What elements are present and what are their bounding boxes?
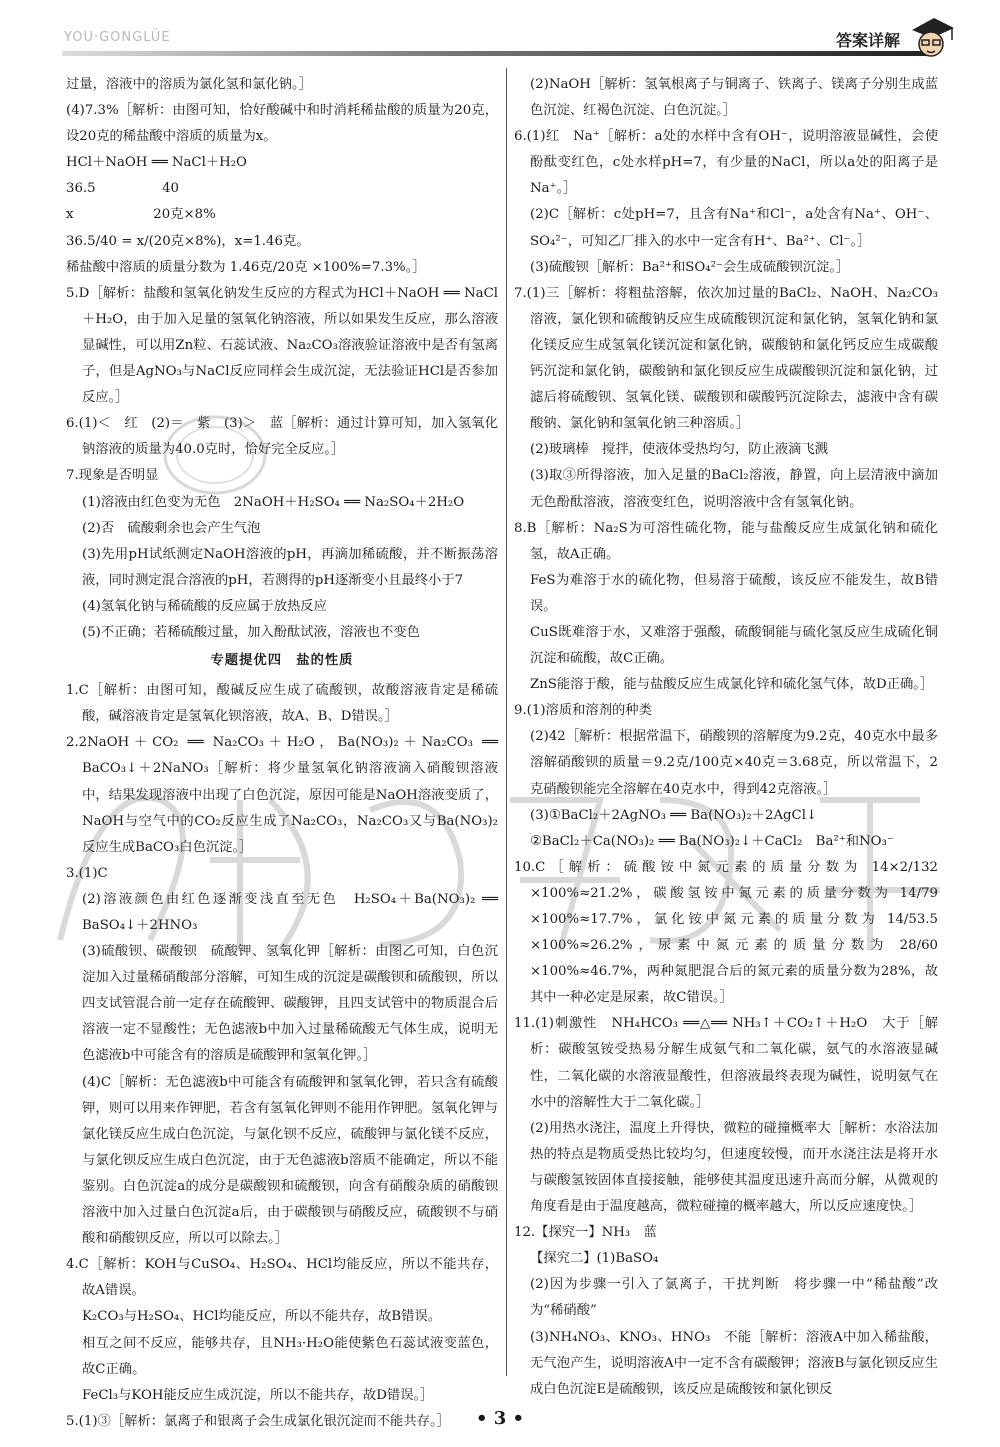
right-paragraph: (2)因为步骤一引入了氯离子，干扰判断 将步骤一中“稀盐酸”改为“稀硝酸”: [530, 1277, 938, 1319]
right-paragraph: FeS为难溶于水的硫化物，但易溶于硫酸，该反应不能发生，故B错误。: [530, 572, 938, 614]
right-paragraph: 【探究二】(1)BaSO₄: [530, 1251, 659, 1267]
right-paragraph: (2)C［解析：c处pH=7，且含有Na⁺和Cl⁻，a处含有Na⁺、OH⁻、SO₄²⁻，可知乙厂排入的水中一定含有H⁺、Ba²⁺、Cl⁻。］: [530, 207, 938, 249]
left-paragraph: 6.(1)＜ 红 (2)＝ 紫 (3)＞ 蓝［解析：通过计算可知，加入氢氧化钠溶液的质量为40.0克时，恰好完全反应。］: [66, 416, 498, 458]
left-paragraph: HCl＋NaOH ══ NaCl＋H₂O: [66, 155, 247, 171]
right-paragraph: (3)NH₄NO₃、KNO₃、HNO₃ 不能［解析：溶液A中加入稀盐酸，无气泡产生，说明溶液A中一定不含有碳酸钾；溶液B与氯化钡反应生成白色沉淀E是硫酸钡，该反应是硫酸铵和氯化钡反: [530, 1329, 938, 1397]
header-title: 答案详解: [835, 31, 900, 50]
left-paragraph: (3)先用pH试纸测定NaOH溶液的pH，再滴加稀硫酸，并不断振荡溶液，同时测定混合溶液的pH，若测得的pH逐渐变小且最终小于7: [82, 546, 498, 588]
left-paragraph: 4.C［解析：KOH与CuSO₄、H₂SO₄、HCl均能反应，所以不能共存，故A错误。: [66, 1257, 498, 1299]
left-paragraph: 5.(1)③［解析：氯离子和银离子会生成氯化银沉淀而不能共存。］: [66, 1413, 450, 1429]
left-paragraph: 36.5 40: [66, 181, 180, 197]
left-paragraph: (2)否 硫酸剩余也会产生气泡: [82, 520, 261, 536]
right-paragraph: 12.【探究一】NH₃ 蓝: [514, 1225, 657, 1241]
left-paragraph: 36.5/40 = x/(20克×8%)，x=1.46克。: [66, 233, 310, 249]
right-paragraph: 7.(1)三［解析：将粗盐溶解，依次加过量的BaCl₂、NaOH、Na₂CO₃溶液，氯化钡和硫酸钠反应生成硫酸钡沉淀和氯化钠，氢氧化钠和氯化镁反应生成氢氧化镁沉淀和氯化钠，碳酸钠和氯化钙反应生成碳酸钙沉淀和氯化钠，碳酸钠和氯化钡反应生成碳酸钡沉淀和氯化钠，过滤后将硫酸钡、氢氧化镁、碳酸钡和碳酸钙沉淀除去，滤液中含有碳酸钠、氯化钠和氢氧化钠三种溶质。］: [514, 285, 938, 432]
left-paragraph: 1.C［解析：由图可知，酸碱反应生成了硫酸钡，故酸溶液肯定是稀硫酸，碱溶液肯定是氢氧化钡溶液，故A、B、D错误。］: [66, 683, 498, 725]
left-column: [66, 72, 498, 1435]
stamp-watermark-icon: [160, 410, 270, 500]
left-paragraph: (4)C［解析：无色滤液b中可能含有硫酸钾和氢氧化钾，若只含有硫酸钾，则可以用来作钾肥，若含有氢氧化钾则不能用作钾肥。氢氧化钾与氯化镁反应生成白色沉淀，与氯化钡不反应，硫酸钾与氯化镁不反应，与氯化钡反应生成白色沉淀，由于无色滤液b溶质不能确定，所以不能鉴别。白色沉淀a的成分是碳酸钡和硫酸钡，向含有硝酸杂质的硝酸钡溶液中加入过量白色沉淀a后，由于碳酸钡与硝酸反应，硫酸钡不与硝酸和硝酸钡反应，所以可以除去。］: [82, 1074, 498, 1247]
left-paragraph: (2)溶液颜色由红色逐渐变浅直至无色 H₂SO₄＋Ba(NO₃)₂ ══ BaSO₄↓＋2HNO₃: [82, 891, 498, 933]
left-paragraph: 稀盐酸中溶质的质量分数为 1.46克/20克 ×100%=7.3%。］: [66, 259, 426, 275]
left-paragraph: FeCl₃与KOH能反应生成沉淀，所以不能共存，故D错误。］: [82, 1387, 434, 1403]
left-paragraph: (5)不正确；若稀硫酸过量，加入酚酞试液，溶液也不变色: [82, 624, 420, 640]
brand-text: YOU·GONGLÜE: [64, 30, 171, 45]
header-rule: [62, 51, 930, 56]
left-paragraph: x 20克×8%: [66, 207, 216, 223]
right-paragraph: 10.C［解析：硫酸铵中氮元素的质量分数为 14×2/132 ×100%≈21.2%，碳酸氢铵中氮元素的质量分数为 14/79 ×100%≈17.7%，氯化铵中氮元素的质量分数为 14/53.5 ×100%≈26.2%，尿素中氮元素的质量分数为 28/60 ×100%≈46.7%，两种氮肥混合后的氮元素的质量分数为28%，故其中一种必定是尿素，故C错误。］: [514, 859, 938, 1006]
mascot-icon: [904, 14, 956, 62]
right-column: [514, 72, 938, 1403]
left-paragraph: 相互之间不反应，能够共存，且NH₃·H₂O能使紫色石蕊试液变蓝色，故C正确。: [82, 1335, 498, 1377]
page-number: • 3 •: [475, 1408, 525, 1429]
right-paragraph: (2)用热水浇注，温度上升得快，微粒的碰撞概率大［解析：水浴法加热的特点是物质受热比较均匀，但速度较慢，而开水浇注法是将开水与碳酸氢铵固体直接接触，能够使其温度迅速升高而分解，从微观的角度看是由于温度越高，微粒碰撞的概率越大，所以反应速度快。］: [530, 1120, 938, 1215]
left-paragraph: 2.2NaOH＋CO₂ ══ Na₂CO₃＋H₂O，Ba(NO₃)₂＋Na₂CO₃ ══ BaCO₃↓＋2NaNO₃［解析：将少量氢氧化钠溶液滴入硝酸钡溶液中，结果发现溶液中出现了白色沉淀，原因可能是NaOH溶液变质了，NaOH与空气中的CO₂反应生成了Na₂CO₃，Na₂CO₃又与Ba(NO₃)₂反应生成BaCO₃白色沉淀。］: [66, 735, 498, 855]
right-paragraph: 6.(1)红 Na⁺［解析：a处的水样中含有OH⁻，说明溶液显碱性，会使酚酞变红色，c处水样pH=7，有少量的NaCl，所以a处的阳离子是Na⁺。］: [514, 129, 938, 197]
right-paragraph: (2)42［解析：根据常温下，硝酸钡的溶解度为9.2克，40克水中最多溶解硝酸钡的质量＝9.2克/100克×40克＝3.68克，所以常温下，2克硝酸钡能完全溶解在40克水中，得到42克溶液。］: [530, 729, 938, 797]
left-paragraph: (1)溶液由红色变为无色 2NaOH＋H₂SO₄ ══ Na₂SO₄＋2H₂O: [82, 494, 465, 510]
right-paragraph: (3)①BaCl₂＋2AgNO₃ ══ Ba(NO₃)₂＋2AgCl↓: [530, 807, 818, 823]
right-paragraph: (2)玻璃棒 搅拌，使液体受热均匀，防止液滴飞溅: [530, 442, 829, 458]
right-paragraph: (3)取③所得溶液，加入足量的BaCl₂溶液，静置，向上层清液中滴加无色酚酞溶液，溶液变红色，说明溶液中含有氢氧化钠。: [530, 468, 938, 510]
right-paragraph: 8.B［解析：Na₂S为可溶性硫化物，能与盐酸反应生成氯化钠和硫化氢，故A正确。: [514, 520, 938, 562]
right-paragraph: ②BaCl₂＋Ca(NO₃)₂ ══ Ba(NO₃)₂↓＋CaCl₂ Ba²⁺和NO₃⁻: [530, 833, 894, 849]
page-header: [0, 0, 1000, 60]
column-divider: [506, 68, 507, 1376]
left-paragraph: 3.(1)C: [66, 865, 108, 881]
right-paragraph: 11.(1)刺激性 NH₄HCO₃ ══△══ NH₃↑＋CO₂↑＋H₂O 大于［解析：碳酸氢铵受热易分解生成氨气和二氧化碳，氨气的水溶液显碱性，二氧化碳的水溶液显酸性，但溶液最终表现为碱性，说明氨气在水中的溶解性大于二氧化碳。］: [514, 1016, 938, 1110]
right-paragraph: (3)硫酸钡［解析：Ba²⁺和SO₄²⁻会生成硫酸钡沉淀。］: [530, 259, 850, 275]
left-paragraph: (4)7.3%［解析：由图可知，恰好酸碱中和时消耗稀盐酸的质量为20克，设20克的稀盐酸中溶质的质量为x。: [66, 103, 498, 145]
left-paragraph: 5.D［解析：盐酸和氢氧化钠发生反应的方程式为HCl＋NaOH ══ NaCl＋H₂O，由于加入足量的氢氧化钠溶液，所以如果发生反应，那么溶液显碱性，可以用Zn粒、石蕊试液、Na₂CO₃溶液验证溶液中是否有氢离子，但是AgNO₃与NaCl反应同样会生成沉淀，无法验证HCl是否参加反应。］: [66, 285, 498, 406]
left-paragraph: 7.现象是否明显: [66, 468, 159, 484]
right-paragraph: 9.(1)溶质和溶剂的种类: [514, 703, 652, 719]
right-paragraph: ZnS能溶于酸，能与盐酸反应生成氯化锌和硫化氢气体，故D正确。］: [530, 677, 934, 693]
left-paragraph: K₂CO₃与H₂SO₄、HCl均能反应，所以不能共存，故B错误。: [82, 1309, 442, 1325]
left-paragraph: (4)氢氧化钠与稀硫酸的反应属于放热反应: [82, 598, 327, 614]
right-paragraph: (2)NaOH［解析：氢氧根离子与铜离子、铁离子、镁离子分别生成蓝色沉淀、红褐色沉淀、白色沉淀。］: [530, 77, 938, 119]
left-paragraph: 过量，溶液中的溶质为氯化氢和氯化钠。］: [66, 77, 312, 92]
left-paragraph: 专题提优四 盐的性质: [210, 653, 354, 669]
right-paragraph: CuS既难溶于水，又难溶于强酸，硫酸铜能与硫化氢反应生成硫化铜沉淀和硫酸，故C正确。: [530, 624, 938, 667]
left-paragraph: (3)硫酸钡、碳酸钡 硫酸钾、氢氧化钾［解析：由图乙可知，白色沉淀加入过量稀硝酸部分溶解，可知生成的沉淀是碳酸钡和硫酸钡，所以四支试管混合前一定存在硫酸钾、碳酸钾，且四支试管中的物质混合后溶液一定不显酸性；无色滤液b中加入过量稀硫酸无气体生成，说明无色滤液b中可能含有的溶质是硫酸钾和氢氧化钾。］: [82, 944, 498, 1064]
